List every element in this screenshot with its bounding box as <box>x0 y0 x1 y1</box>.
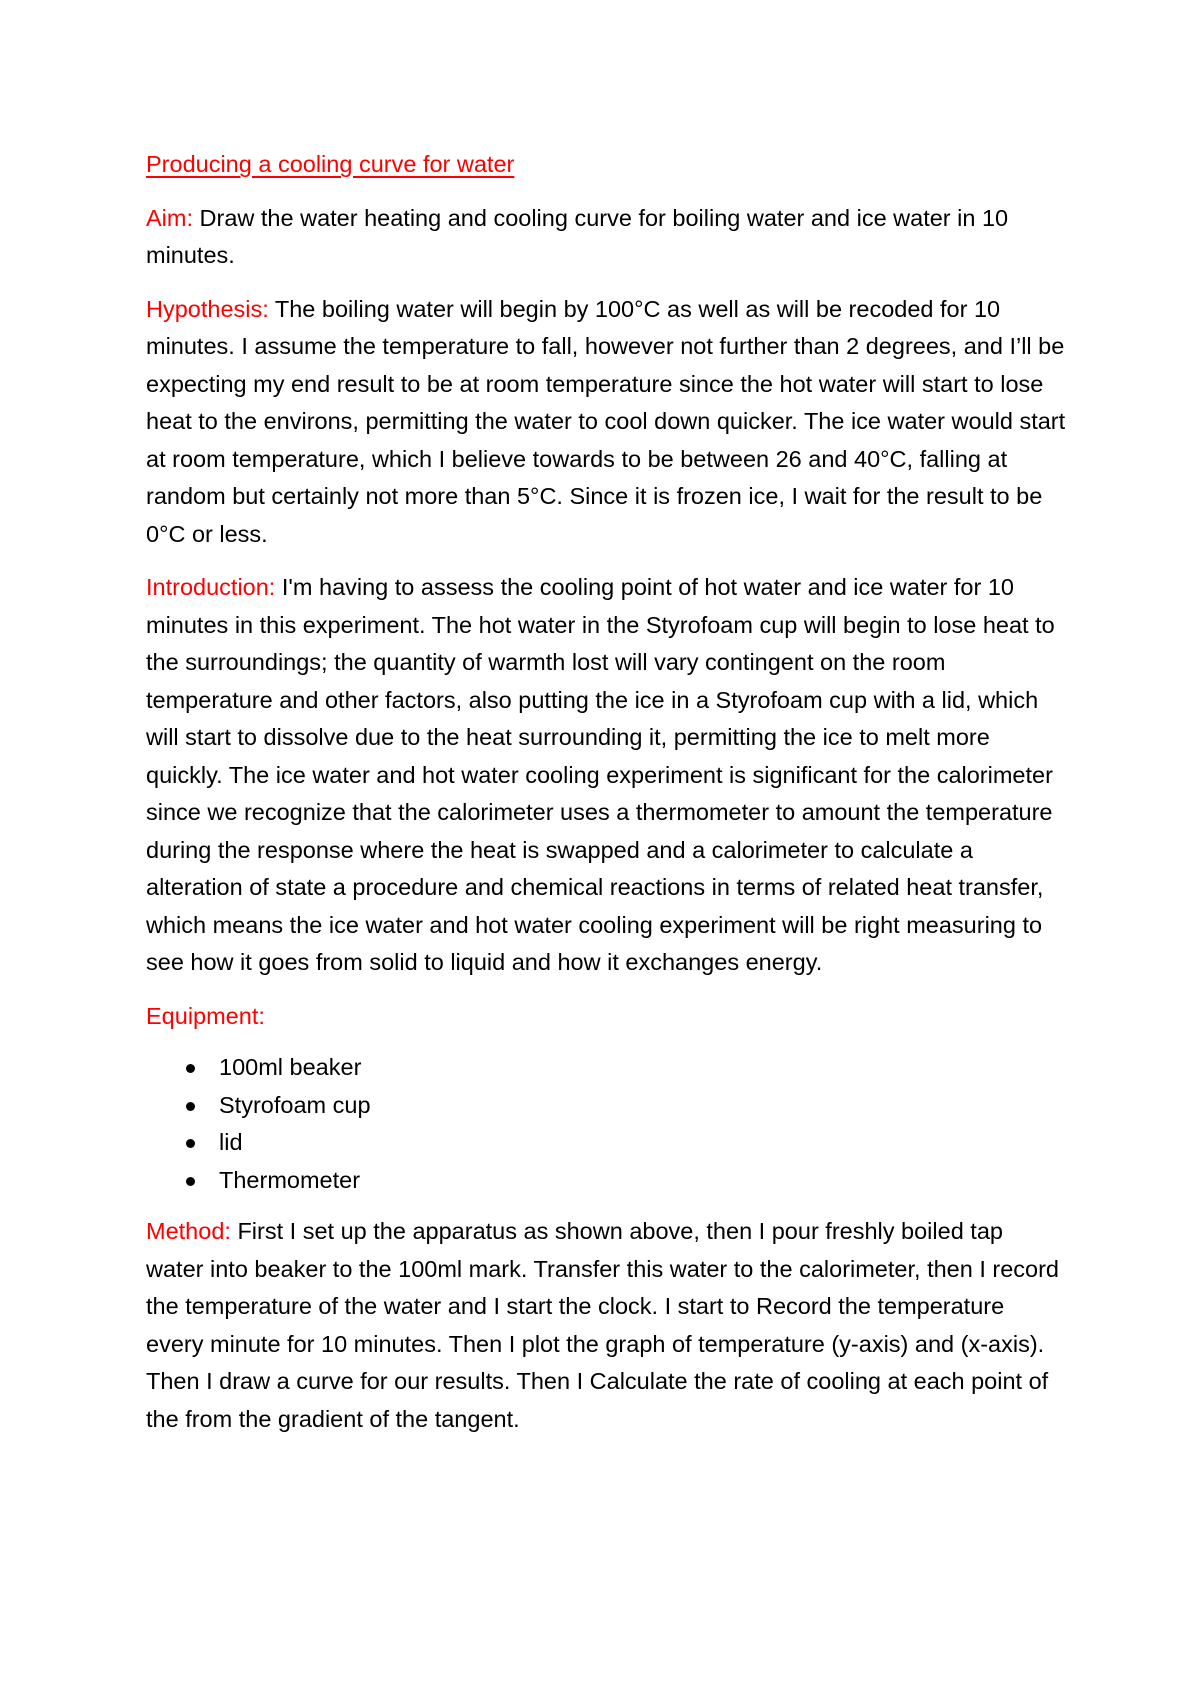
document-body <box>146 146 1066 1454</box>
equipment-item <box>146 1049 1066 1087</box>
equipment-item <box>146 1087 1066 1125</box>
bullet-icon <box>186 1177 195 1186</box>
equipment-item <box>146 1124 1066 1162</box>
equipment-item-label: lid <box>219 1129 243 1155</box>
equipment-item-label: Thermometer <box>219 1166 361 1193</box>
introduction-paragraph <box>146 569 1066 982</box>
hypothesis-label: Hypothesis: <box>146 295 269 322</box>
equipment-heading: Equipment: <box>146 1002 265 1029</box>
hypothesis-paragraph <box>146 291 1066 554</box>
method-text: First I set up the apparatus as shown above, then I pour freshly boiled tap water into beaker to the 100ml mark. Transfer this water to the calorimeter, then I record the temperature of the water and I start the clock. I start to Record the temperature every minute for 10 minutes. Then I plot the graph of temperature (y-axis) and (x-axis). Then I draw a curve for our results. Then I Calculate the rate of cooling at each point of the from the gradient of the tangent. <box>146 1218 1060 1432</box>
equipment-list <box>146 1049 1066 1199</box>
aim-text: Draw the water heating and cooling curve for boiling water and ice water in 10 minutes. <box>146 204 1009 268</box>
aim-label: Aim: <box>146 204 193 231</box>
hypothesis-text: The boiling water will begin by 100°C as well as will be recoded for 10 minutes. I assume the temperature to fall, however not further than 2 degrees, and I’ll be expecting my end result to be at room temperature since the hot water will start to lose heat to the environs, permitting the water to cool down quicker. The ice water would start at room temperature, which I believe towards to be between 26 and 40°C, falling at random but certainly not more than 5°C. Since it is frozen ice, I wait for the result to be 0°C or less. <box>146 295 1066 547</box>
introduction-label: Introduction: <box>146 574 276 600</box>
equipment-item-label: 100ml beaker <box>219 1054 362 1080</box>
bullet-icon <box>186 1102 195 1111</box>
bullet-icon <box>186 1139 195 1148</box>
document-title: Producing a cooling curve for water <box>146 151 515 177</box>
aim-paragraph <box>146 200 1066 275</box>
method-label: Method: <box>146 1218 231 1244</box>
equipment-item <box>146 1162 1066 1200</box>
introduction-text: I'm having to assess the cooling point of hot water and ice water for 10 minutes in this experiment. The hot water in the Styrofoam cup will begin to lose heat to the surroundings; the quantity of warmth lost will vary contingent on the room temperature and other factors, also putting the ice in a Styrofoam cup with a lid, which will start to dissolve due to the heat surrounding it, permitting the ice to melt more quickly. The ice water and hot water cooling experiment is significant for the calorimeter since we recognize that the calorimeter uses a thermometer to amount the temperature during the response where the heat is swapped and a calorimeter to calculate a alteration of state a procedure and chemical reactions in terms of related heat transfer, which means the ice water and hot water cooling experiment will be right measuring to see how it goes from solid to liquid and how it exchanges energy. <box>146 574 1055 975</box>
method-paragraph <box>146 1213 1066 1438</box>
equipment-item-label: Styrofoam cup <box>219 1091 371 1118</box>
bullet-icon <box>186 1064 195 1073</box>
